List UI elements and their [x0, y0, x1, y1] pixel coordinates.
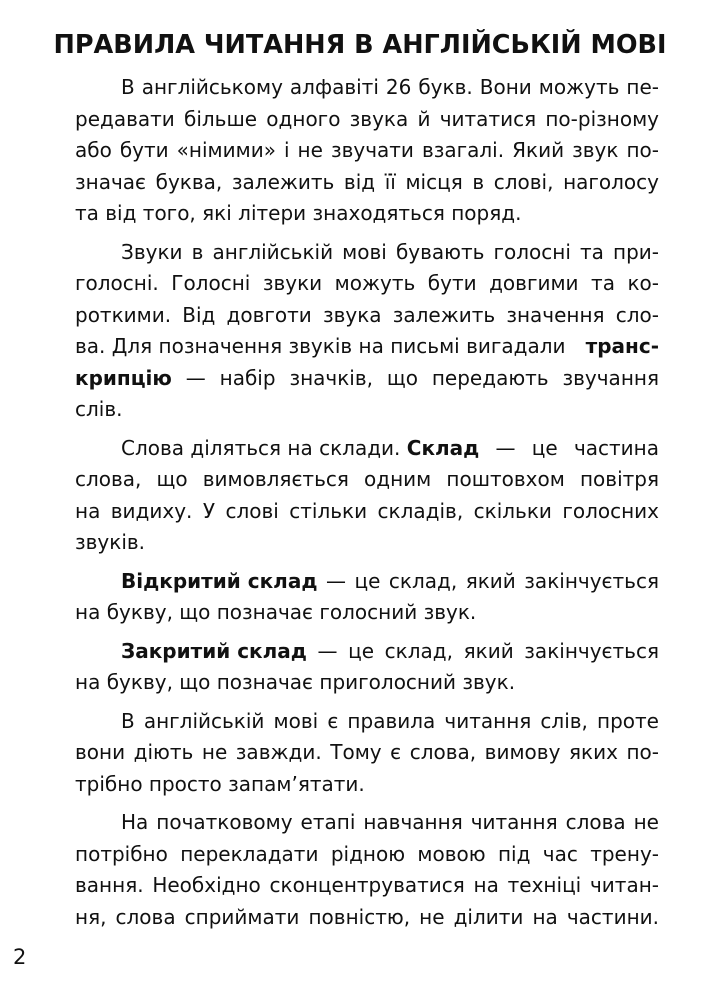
text-line: роткими. Від довготи звука залежить значення сло-: [75, 302, 659, 327]
term-syllable: Склад: [406, 435, 480, 460]
paragraph-open-syllable: [75, 566, 659, 629]
text-fragment: — набір значків, що передають звучання: [171, 365, 659, 390]
text-line: В англійському алфавіті 26 букв. Вони можуть пе-: [121, 75, 659, 99]
text-line: слова, що вимовляється одним поштовхом повітря: [75, 467, 659, 491]
text-line: [75, 566, 659, 598]
text-line: В англійській мові є правила читання слів, проте: [121, 708, 659, 733]
paragraph-initial-stage: [75, 807, 659, 933]
term-transcription-end: крипцію: [75, 365, 172, 390]
body-text: [75, 72, 659, 933]
text-line: Звуки в англійській мові бувають голосні та при-: [121, 239, 659, 264]
text-line: на букву, що позначає голосний звук.: [75, 600, 477, 624]
text-fragment: — це склад, який закінчується: [317, 568, 659, 593]
text-fragment: ва. Для позначення звуків на письмі вигадали: [75, 334, 572, 358]
text-line: потрібно перекладати рідною мовою під час трену-: [75, 841, 659, 866]
text-line: На початковому етапі навчання читання слова не: [121, 810, 659, 834]
text-line: вання. Необхідно сконцентруватися на техніці читан-: [75, 873, 659, 897]
paragraph-closed-syllable: [75, 636, 659, 699]
term-closed-syllable: Закритий склад: [121, 638, 307, 663]
text-line: ня, слова сприймати повністю, не ділити на частини.: [75, 904, 659, 929]
text-line: на видиху. У слові стільки складів, скільки голосних: [75, 498, 659, 523]
text-line: [75, 331, 659, 363]
text-line: [75, 636, 659, 668]
text-line: [75, 363, 659, 395]
paragraph-sounds: [75, 237, 659, 426]
text-line: голосні. Голосні звуки можуть бути довгими та ко-: [75, 271, 659, 295]
paragraph-reading-rules: [75, 706, 659, 801]
paragraph-alphabet: [75, 72, 659, 230]
text-line: на букву, що позначає приголосний звук.: [75, 670, 516, 694]
text-line: або бути «німими» і не звучати взагалі. Який звук по-: [75, 138, 659, 162]
text-line: слів.: [75, 397, 123, 421]
paragraph-syllables: [75, 433, 659, 559]
text-line: та від того, які літери знаходяться поряд.: [75, 201, 522, 225]
text-line: редавати більше одного звука й читатися по-різному: [75, 106, 659, 131]
text-fragment: Слова діляться на склади.: [121, 435, 407, 460]
page-title: ПРАВИЛА ЧИТАННЯ В АНГЛІЙСЬКІЙ МОВІ: [53, 30, 667, 60]
page-number: 2: [13, 945, 27, 969]
text-line: вони діють не завжди. Тому є слова, вимову яких по-: [75, 740, 659, 764]
text-line: звуків.: [75, 530, 146, 554]
term-transcription: транс-: [585, 334, 659, 358]
text-fragment: — це склад, який закінчується: [306, 638, 659, 663]
text-fragment: — це частина: [479, 435, 659, 460]
text-line: [75, 433, 659, 465]
text-line: значає буква, залежить від її місця в слові, наголосу: [75, 169, 659, 194]
term-open-syllable: Відкритий склад: [121, 568, 318, 593]
text-line: трібно просто запам’ятати.: [75, 771, 365, 796]
